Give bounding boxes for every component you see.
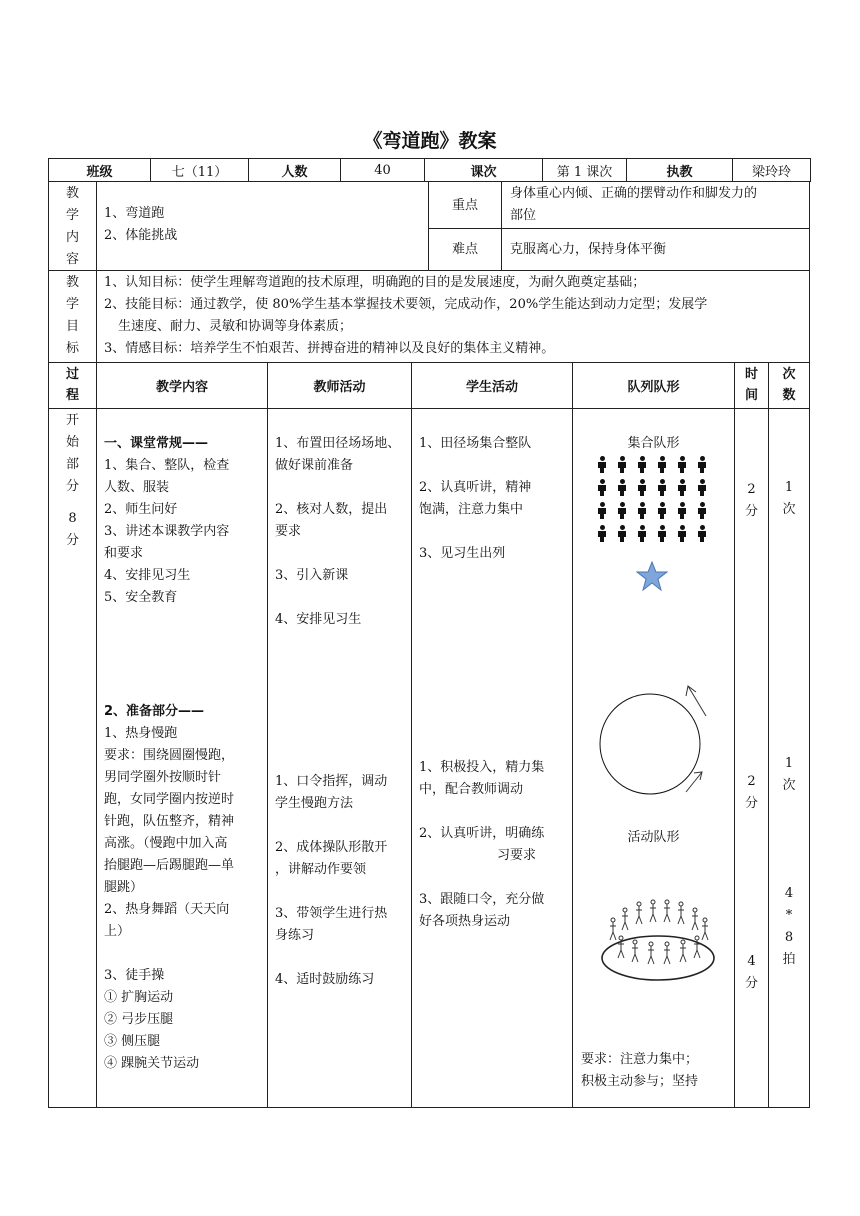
person-icon	[597, 525, 607, 542]
person-icon	[677, 502, 687, 519]
teacher-value: 梁玲玲	[733, 159, 811, 182]
diff-text: 克服离心力，保持身体平衡	[510, 242, 667, 257]
person-icon	[617, 525, 627, 542]
person-icon	[617, 502, 627, 519]
lesson-label: 课次	[425, 159, 543, 182]
col-time: 时 间	[744, 367, 758, 403]
col-reps: 次 数	[782, 367, 796, 403]
person-icon	[657, 456, 667, 473]
key-text: 身体重心内倾、正确的摆臂动作和脚发力的 部位	[510, 186, 758, 223]
person-icon	[657, 525, 667, 542]
col-formation: 队列队形	[627, 380, 680, 395]
person-icon	[677, 456, 687, 473]
person-icon	[637, 502, 647, 519]
part2-requirement: 要求：注意力集中； 积极主动参与；坚持	[581, 1052, 699, 1089]
part2-time2: 4 分	[744, 954, 758, 991]
person-icon	[597, 502, 607, 519]
running-circle-diagram	[592, 680, 722, 800]
diff-label: 难点	[451, 242, 478, 257]
part2-time1: 2 分	[744, 774, 758, 811]
count-label: 人数	[249, 159, 341, 182]
person-icon	[697, 456, 707, 473]
part2-teacher: 1、口令指挥，调动 学生慢跑方法 2、成体操队形散开 ，讲解动作要领 3、带领学生进行热 身练习 4、适时鼓励练习	[275, 774, 388, 987]
part1-content: 一、课堂常规—— 1、集合、整队，检查 人数、服装 2、师生问好 3、讲述本课教学内容 和要求 4、安排见习生 5、安全教育	[104, 436, 230, 605]
col-student: 学生活动	[465, 380, 518, 395]
part2-reps2: 4 * 8 拍	[782, 886, 796, 967]
header-table	[48, 158, 811, 182]
part2-content: 2、准备部分—— 1、热身慢跑 要求：围绕圆圈慢跑， 男同学圈外按顺时针 跑，女同学圈内按逆时 针跑，队伍整齐，精神 高涨。（慢跑中加入高 抬腿跑—后踢腿跑—单 腿跳） 2、热身舞蹈（天天向 上） 3、徒手操 ① 扩胸运动 ② 弓步压腿 ③ 侧压腿 ④ 踝腕关节运动	[104, 704, 235, 1071]
teacher-star-icon	[636, 561, 668, 591]
teacher-label: 执教	[627, 159, 733, 182]
class-label: 班级	[49, 159, 151, 182]
person-icon	[657, 479, 667, 496]
stage-label: 开 始 部 分 8 分	[65, 413, 79, 548]
person-icon	[637, 525, 647, 542]
person-icon	[697, 525, 707, 542]
col-teacher: 教师活动	[313, 380, 366, 395]
class-value: 七（11）	[151, 159, 249, 182]
part2-student: 1、积极投入，精力集 中，配合教师调动 2、认真听讲，明确练 习要求 3、跟随口令，充分做 好各项热身运动	[419, 760, 545, 929]
part1-student: 1、田径场集合整队 2、认真听讲，精神 饱满，注意力集中 3、见习生出列	[419, 436, 532, 561]
page-title: 《弯道跑》教案	[363, 130, 497, 152]
content-label: 教 学 内 容	[65, 186, 79, 267]
goals-text: 1、认知目标：使学生理解弯道跑的技术原理，明确跑的目的是发展速度，为耐久跑奠定基础； 2、技能目标：通过教学，使 80%学生基本掌握技术要领，完成动作，20%学生能达到动力定型；发展学 生速度、耐力、灵敏和协调等身体素质； 3、情感目标：培养学生不怕艰苦、拼搏奋进的精神以及良好的集体主义精神。	[104, 275, 708, 356]
person-icon	[697, 502, 707, 519]
goals-label: 教 学 目 标	[65, 275, 79, 356]
lesson-value: 第 1 课次	[543, 159, 627, 182]
key-label: 重点	[451, 198, 478, 213]
ring-formation-diagram	[598, 890, 718, 990]
part1-reps: 1 次	[782, 480, 796, 517]
part1-teacher: 1、布置田径场场地、 做好课前准备 2、核对人数，提出 要求 3、引入新课 4、安排见习生	[275, 436, 401, 627]
person-icon	[677, 479, 687, 496]
count-value: 40	[341, 159, 425, 182]
person-icon	[677, 525, 687, 542]
person-icon	[637, 456, 647, 473]
person-icon	[637, 479, 647, 496]
content-items: 1、弯道跑 2、体能挑战	[104, 206, 178, 243]
part2-reps1: 1 次	[782, 756, 796, 793]
person-icon	[597, 479, 607, 496]
assembly-formation	[592, 456, 722, 548]
part1-time: 2 分	[744, 482, 758, 519]
person-icon	[617, 456, 627, 473]
person-icon	[597, 456, 607, 473]
person-icon	[657, 502, 667, 519]
col-content: 教学内容	[155, 380, 208, 395]
assembly-formation-label: 集合队形	[627, 436, 680, 451]
person-icon	[697, 479, 707, 496]
col-process: 过 程	[65, 367, 79, 403]
activity-formation-label: 活动队形	[627, 830, 680, 845]
person-icon	[617, 479, 627, 496]
